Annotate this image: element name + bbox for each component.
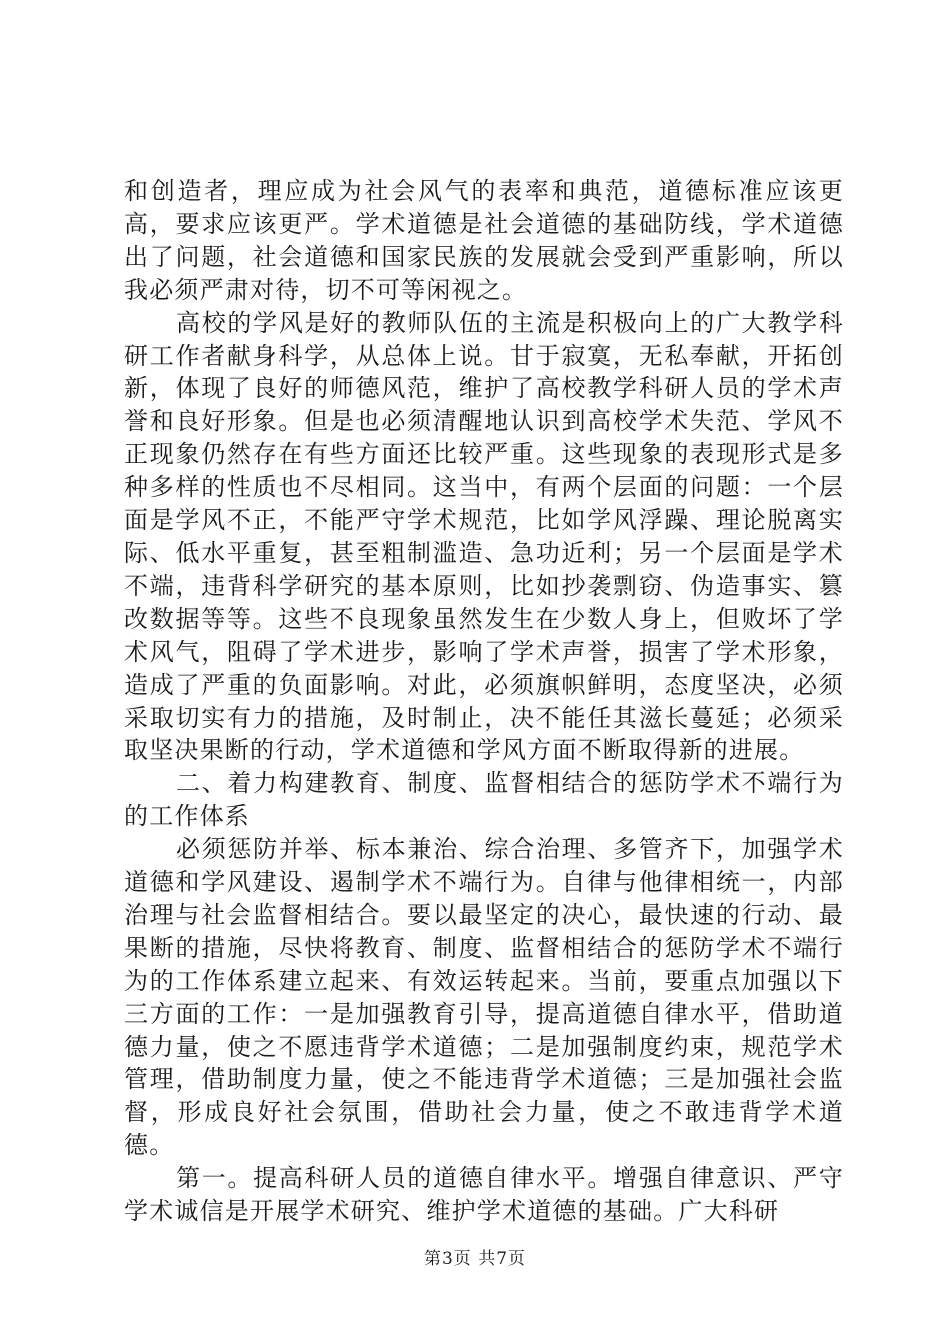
paragraph-academic-style: 高校的学风是好的教师队伍的主流是积极向上的广大教学科研工作者献身科学，从总体上说。甘于寂寞，无私奉献，开拓创新，体现了良好的师德风范，维护了高校教学科研人员的学术声誉和良好形象。但是也必须清醒地认识到高校学术失范、学风不正现象仍然存在有些方面还比较严重。这些现象的表现形式是多种多样的性质也不尽相同。这当中，有两个层面的问题：一个层面是学风不正，不能严守学术规范，比如学风浮躁、理论脱离实际、低水平重复，甚至粗制滥造、急功近利；另一个层面是学术不端，违背科学研究的基本原则，比如抄袭剽窃、伪造事实、篡改数据等等。这些不良现象虽然发生在少数人身上，但败坏了学术风气，阻碍了学术进步，影响了学术声誉，损害了学术形象，造成了严重的负面影响。对此，必须旗帜鲜明，态度坚决，必须采取切实有力的措施，及时制止，决不能任其滋长蔓延；必须采取坚决果断的行动，学术道德和学风方面不断取得新的进展。 [124,308,844,765]
paragraph-continuation: 和创造者，理应成为社会风气的表率和典范，道德标准应该更高，要求应该更严。学术道德是社会道德的基础防线，学术道德出了问题，社会道德和国家民族的发展就会受到严重影响，所以我必须严肃对待，切不可等闲视之。 [124,177,844,304]
section-heading-two: 二、着力构建教育、制度、监督相结合的惩防学术不端行为的工作体系 [124,769,844,831]
page-number-footer: 第3页 共7页 [423,1249,527,1269]
document-body [124,175,844,1228]
paragraph-first-point: 第一。提高科研人员的道德自律水平。增强自律意识、严守学术诚信是开展学术研究、维护学术道德的基础。广大科研 [124,1164,844,1226]
paragraph-prevention-system: 必须惩防并举、标本兼治、综合治理、多管齐下，加强学术道德和学风建设、遏制学术不端行为。自律与他律相统一，内部治理与社会监督相结合。要以最坚定的决心，最快速的行动、最果断的措施，尽快将教育、制度、监督相结合的惩防学术不端行为的工作体系建立起来、有效运转起来。当前，要重点加强以下三方面的工作：一是加强教育引导，提高道德自律水平，借助道德力量，使之不愿违背学术道德；二是加强制度约束，规范学术管理，借助制度力量，使之不能违背学术道德；三是加强社会监督，形成良好社会氛围，借助社会力量，使之不敢违背学术道德。 [124,835,844,1160]
